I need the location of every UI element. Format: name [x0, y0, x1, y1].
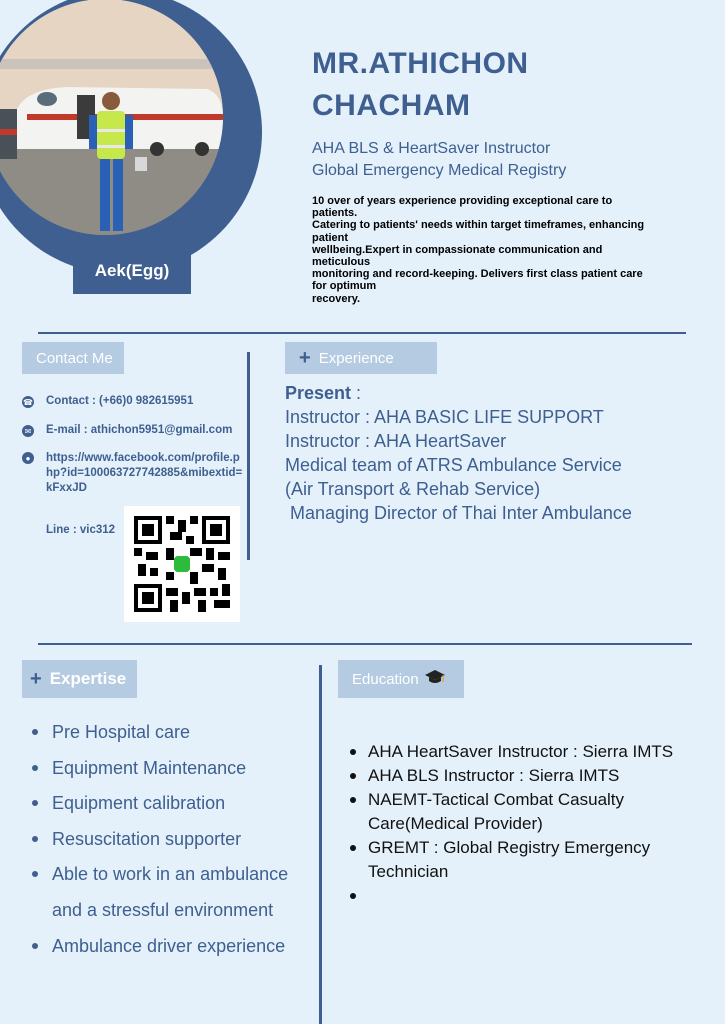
- list-item: Pre Hospital care: [30, 718, 288, 754]
- plus-icon: +: [30, 667, 42, 690]
- header-divider: [38, 332, 686, 334]
- education-heading-label: Education: [352, 670, 419, 688]
- experience-item: Medical team of ATRS Ambulance Service: [285, 455, 622, 475]
- profile-summary: [312, 195, 687, 305]
- summary-line: patient: [312, 231, 349, 244]
- expertise-education-separator: [319, 665, 322, 1024]
- list-item-empty: [350, 884, 690, 908]
- role-title: AHA BLS & HeartSaver Instructor: [312, 140, 551, 157]
- present-label: Present: [285, 383, 352, 403]
- list-item: Resuscitation supporter: [30, 825, 288, 861]
- experience-list: [285, 381, 632, 525]
- location-pin-icon: ●: [22, 452, 34, 464]
- contact-line-id: Line : vic312: [46, 524, 116, 536]
- contact-phone: Contact : (+66)0 982615951: [46, 395, 194, 407]
- email-icon: ✉: [22, 425, 34, 437]
- list-item: Equipment Maintenance: [30, 754, 288, 790]
- contact-facebook-row: [22, 451, 246, 496]
- list-item: GREMT : Global Registry Emergency Technician: [350, 836, 690, 884]
- qr-code-icon: [124, 506, 240, 622]
- expertise-list: [30, 718, 288, 967]
- plus-icon: +: [299, 346, 311, 369]
- profile-photo: [0, 0, 223, 235]
- experience-heading-label: Experience: [318, 349, 394, 367]
- expertise-heading-label: Expertise: [49, 669, 127, 688]
- experience-item: Instructor : AHA HeartSaver: [285, 431, 507, 451]
- list-item: NAEMT-Tactical Combat Casualty Care(Medical Provider): [350, 788, 690, 836]
- contact-experience-separator: [247, 352, 250, 560]
- summary-line: recovery.: [312, 292, 361, 305]
- education-heading: [338, 660, 464, 698]
- summary-line: Catering to patients' needs within target timeframes, enhancing: [312, 219, 645, 232]
- list-item: Able to work in an ambulance: [30, 860, 288, 896]
- contact-email-row: [22, 424, 232, 437]
- list-item: Ambulance driver experience: [30, 932, 288, 968]
- list-item: AHA HeartSaver Instructor : Sierra IMTS: [350, 740, 690, 764]
- expertise-heading: [22, 660, 137, 698]
- present-suffix: :: [351, 383, 362, 403]
- middle-divider: [38, 643, 692, 645]
- summary-line: wellbeing.Expert in compassionate communication and: [312, 243, 603, 256]
- contact-facebook-link[interactable]: https://www.facebook.com/profile.php?id=100063727742885&mibextid=kFxxJD: [46, 452, 243, 494]
- contact-heading: [22, 342, 124, 374]
- summary-line: 10 over of years experience providing exceptional care to: [312, 195, 613, 207]
- name-first-line: MR.ATHICHON: [312, 47, 529, 80]
- list-item-continued: and a stressful environment: [52, 899, 274, 920]
- name-second-line: CHACHAM: [312, 89, 471, 122]
- profile-photo-ring: [0, 0, 262, 274]
- list-item: Equipment calibration: [30, 789, 288, 825]
- nickname-tag: Aek(Egg): [73, 248, 191, 294]
- list-item: AHA BLS Instructor : Sierra IMTS: [350, 764, 690, 788]
- summary-line: patients.: [312, 207, 358, 220]
- organization-title: Global Emergency Medical Registry: [312, 162, 567, 179]
- experience-item: Instructor : AHA BASIC LIFE SUPPORT: [285, 407, 604, 427]
- summary-line: meticulous: [312, 256, 371, 269]
- graduation-cap-icon: [425, 668, 445, 690]
- phone-icon: ☎: [23, 397, 33, 407]
- contact-heading-label: Contact Me: [36, 349, 113, 367]
- contact-phone-row: [22, 395, 193, 408]
- experience-item: (Air Transport & Rehab Service): [285, 479, 541, 499]
- experience-item: Managing Director of Thai Inter Ambulance: [285, 503, 632, 523]
- contact-email[interactable]: E-mail : athichon5951@gmail.com: [46, 424, 233, 436]
- summary-line: for optimum: [312, 280, 377, 293]
- experience-heading: [285, 342, 437, 374]
- summary-line: monitoring and record-keeping. Delivers first class patient care: [312, 268, 643, 281]
- contact-line-row: [46, 524, 115, 536]
- education-list: [350, 740, 690, 908]
